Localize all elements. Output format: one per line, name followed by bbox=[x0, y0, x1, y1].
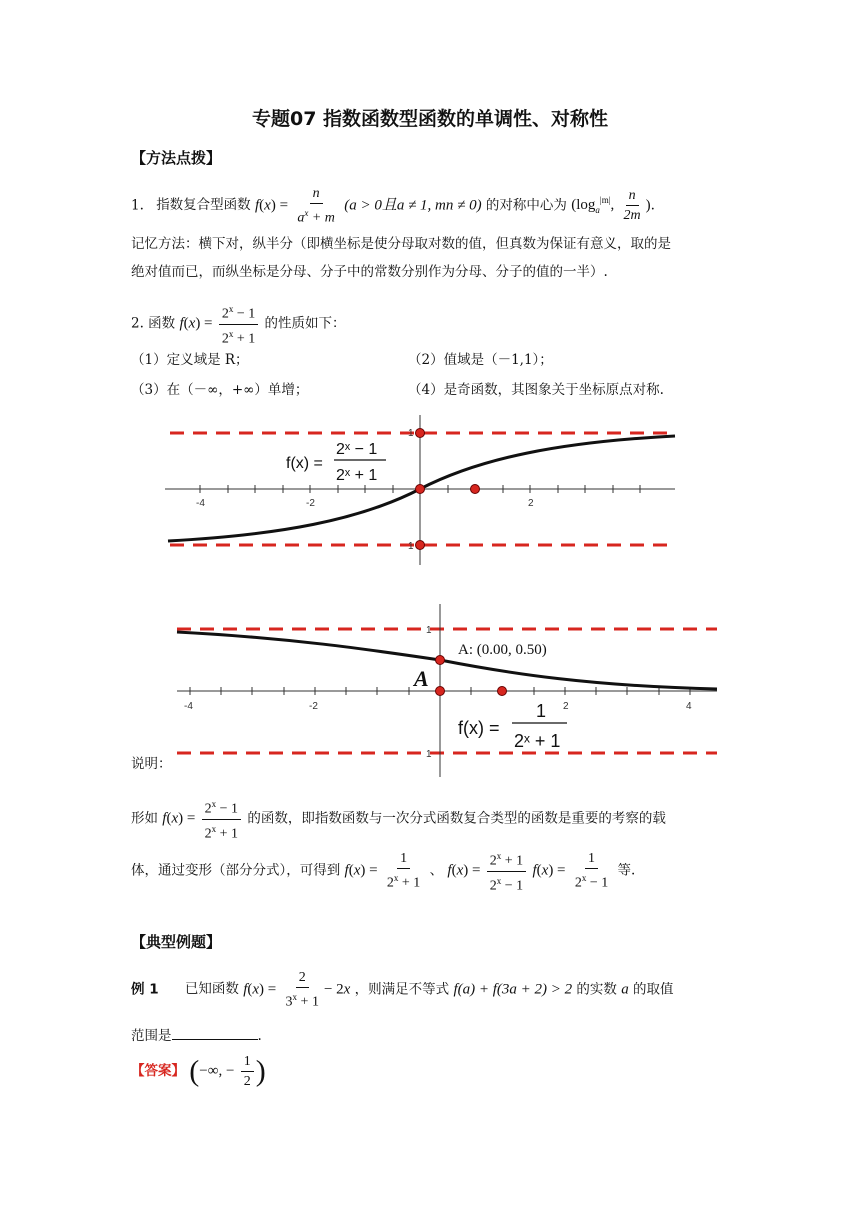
point-A bbox=[436, 656, 445, 665]
graph1-num: 2ˣ − 1 bbox=[336, 441, 378, 458]
A-label: A bbox=[414, 666, 429, 691]
point-origin bbox=[436, 687, 445, 696]
graph1-den: 2ˣ + 1 bbox=[336, 467, 378, 484]
graph-tanh-like bbox=[160, 410, 690, 570]
note-label: 说明： bbox=[131, 756, 172, 772]
point-origin bbox=[416, 485, 425, 494]
example-1: 例 1 已知函数 f(x) = $\frac{2}{3^x + 1}$ − 2x ，则满足不等式 f(a) + f(3a + 2) > 2 的实数 a 的取值 bbox=[131, 970, 674, 1010]
graph-reciprocal bbox=[172, 602, 720, 780]
tick-y-bottom: 1 bbox=[426, 749, 432, 760]
section-method-heading: 【方法点拨】 bbox=[131, 149, 222, 167]
answer: 【答案】 (−∞, − $\frac{1}{2}$ ) bbox=[131, 1054, 266, 1089]
tick-y-top: 1 bbox=[426, 625, 432, 636]
tick-y-top: 1 bbox=[408, 428, 414, 439]
tick-x-neg4: -4 bbox=[184, 701, 193, 712]
prop-4: （4）是奇函数，其图象关于坐标原点对称. bbox=[408, 382, 664, 398]
note-line-2: 体，通过变形（部分分式），可得到 f(x) = $\frac{1}{2^x + 1}$ 、 f(x) = $\frac{2^x + 1}{2^x - 1}$ f(x) = $\frac{1}{2^x - 1}$ 等. bbox=[131, 847, 635, 895]
memory-line-1: 记忆方法：横下对，纵半分（即横坐标是使分母取对数的值，但真数为保证有意义，取的是 bbox=[131, 236, 671, 252]
prop-3: （3）在（－∞，+∞）单增； bbox=[131, 382, 309, 398]
point-top bbox=[416, 429, 425, 438]
graph2-label: f(x) = bbox=[458, 718, 500, 738]
point-A-label: A: (0.00, 0.50) bbox=[458, 642, 547, 658]
tick-x-neg2: -2 bbox=[306, 498, 315, 509]
point-bottom bbox=[416, 541, 425, 550]
page-title: 专题07 指数函数型函数的单调性、对称性 bbox=[251, 108, 609, 130]
tick-x-2: 2 bbox=[528, 498, 534, 509]
item-2: 2. 函数 f(x) = $\frac{2^x - 1}{2^x + 1}$ 的性质如下： bbox=[131, 300, 346, 348]
tick-x-neg2: -2 bbox=[309, 701, 318, 712]
graph1-label: f(x) = bbox=[286, 455, 323, 472]
point-x bbox=[498, 687, 507, 696]
item-1: 1. 指数复合型函数 f(x) = $\frac{n}{a^x + m}$ (a > 0且a ≠ 1, mn ≠ 0) 的对称中心为 ($\log_a^{|m|}$, $\frac{n}{2m}$ ). bbox=[131, 186, 655, 226]
memory-line-2: 绝对值而已，而纵坐标是分母、分子中的常数分别作为分母、分子的值的一半）. bbox=[131, 264, 608, 280]
formula-f1: f bbox=[254, 197, 260, 214]
tick-x-2: 2 bbox=[563, 701, 569, 712]
prop-1: （1）定义域是 R； bbox=[131, 352, 249, 368]
graph2-num: 1 bbox=[536, 701, 547, 721]
section-examples-heading: 【典型例题】 bbox=[131, 933, 222, 951]
tick-x-neg4: -4 bbox=[196, 498, 205, 509]
tick-x-4: 4 bbox=[686, 701, 692, 712]
example-1-line-2: 范围是 . bbox=[131, 1023, 262, 1048]
answer-blank[interactable] bbox=[172, 1023, 258, 1040]
note-line-1: 形如 f(x) = $\frac{2^x - 1}{2^x + 1}$ 的函数，即指数函数与一次分式函数复合类型的函数是重要的考察的载 bbox=[131, 795, 666, 843]
point-x bbox=[471, 485, 480, 494]
curve bbox=[177, 632, 717, 689]
tick-y-bottom: 1 bbox=[408, 541, 414, 552]
prop-2: （2）值域是（－1,1）； bbox=[408, 352, 553, 368]
graph2-den: 2ˣ + 1 bbox=[514, 731, 561, 751]
